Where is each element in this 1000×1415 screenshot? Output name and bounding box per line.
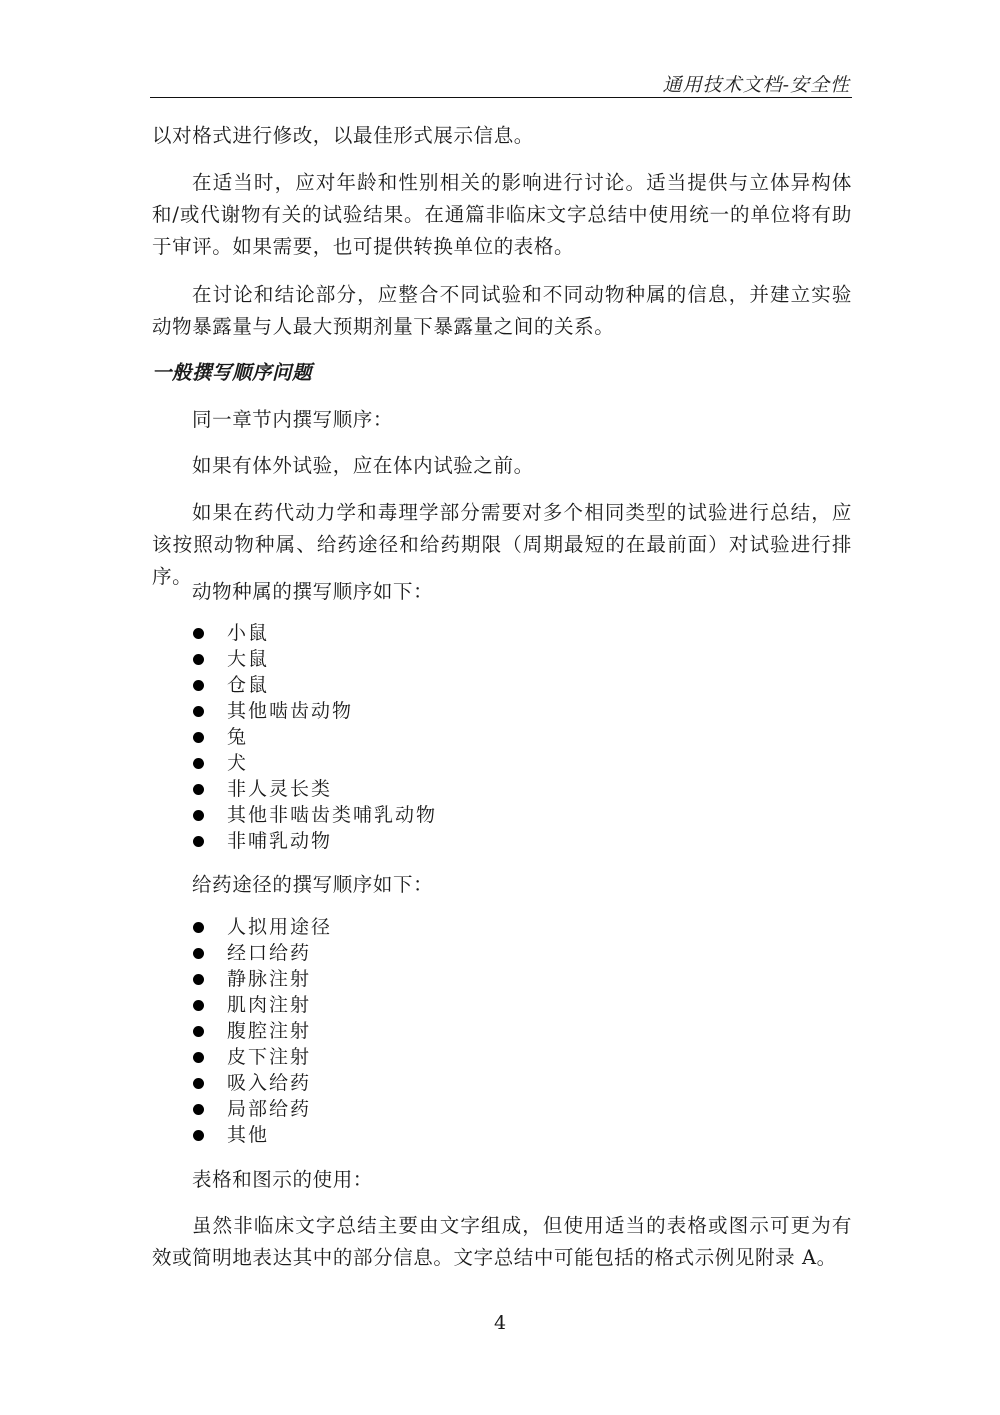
list-item: 小鼠	[192, 620, 437, 646]
bullet-icon	[193, 680, 204, 691]
bullet-icon	[193, 1000, 204, 1011]
page-number: 4	[493, 1312, 507, 1334]
section-heading: 一般撰写顺序问题	[152, 361, 313, 384]
header-divider	[150, 97, 852, 98]
bullet-icon	[193, 628, 204, 639]
list-item: 肌肉注射	[192, 992, 332, 1018]
list-item: 其他非啮齿类哺乳动物	[192, 802, 437, 828]
bullet-icon	[193, 948, 204, 959]
list-item: 其他啮齿动物	[192, 698, 437, 724]
bullet-icon	[193, 1104, 204, 1115]
list-item: 非哺乳动物	[192, 828, 437, 854]
bullet-icon	[193, 784, 204, 795]
paragraph-discussion-conclusion: 在讨论和结论部分，应整合不同试验和不同动物种属的信息，并建立实验动物暴露量与人最大预期剂量下暴露量之间的关系。	[152, 283, 852, 338]
bullet-icon	[193, 974, 204, 985]
list-item: 非人灵长类	[192, 776, 437, 802]
bullet-icon	[193, 1052, 204, 1063]
list-item: 大鼠	[192, 646, 437, 672]
paragraph-routes-intro: 给药途径的撰写顺序如下：	[192, 873, 434, 896]
list-item: 经口给药	[192, 940, 332, 966]
list-item: 腹腔注射	[192, 1018, 332, 1044]
list-item: 人拟用途径	[192, 914, 332, 940]
paragraph-species-intro: 动物种属的撰写顺序如下：	[192, 580, 434, 603]
running-header-title: 通用技术文档-安全性	[662, 74, 850, 96]
bullet-icon	[193, 1130, 204, 1141]
bullet-icon	[193, 1026, 204, 1037]
bullet-icon	[193, 1078, 204, 1089]
bullet-icon	[193, 758, 204, 769]
paragraph-order-intro: 同一章节内撰写顺序：	[192, 408, 394, 431]
routes-list	[192, 914, 332, 1148]
paragraph-age-sex-effects: 在适当时，应对年龄和性别相关的影响进行讨论。适当提供与立体异构体和/或代谢物有关的试验结果。在通篇非临床文字总结中使用统一的单位将有助于审评。如果需要，也可提供转换单位的表格。	[152, 171, 852, 258]
paragraph-continuation: 以对格式进行修改，以最佳形式展示信息。	[152, 124, 534, 147]
paragraph-tables-usage: 虽然非临床文字总结主要由文字组成，但使用适当的表格或图示可更为有效或简明地表达其中的部分信息。文字总结中可能包括的格式示例见附录 A。	[152, 1214, 852, 1269]
list-item: 静脉注射	[192, 966, 332, 992]
list-item: 皮下注射	[192, 1044, 332, 1070]
bullet-icon	[193, 706, 204, 717]
bullet-icon	[193, 810, 204, 821]
bullet-icon	[193, 922, 204, 933]
paragraph-ordering-rule: 如果在药代动力学和毒理学部分需要对多个相同类型的试验进行总结，应该按照动物种属、给药途径和给药期限（周期最短的在最前面）对试验进行排序。	[152, 501, 852, 588]
paragraph-in-vitro-first: 如果有体外试验，应在体内试验之前。	[192, 454, 534, 477]
species-list	[192, 620, 437, 854]
bullet-icon	[193, 732, 204, 743]
bullet-icon	[193, 654, 204, 665]
list-item: 其他	[192, 1122, 332, 1148]
list-item: 局部给药	[192, 1096, 332, 1122]
bullet-icon	[193, 836, 204, 847]
list-item: 吸入给药	[192, 1070, 332, 1096]
list-item: 犬	[192, 750, 437, 776]
paragraph-tables-intro: 表格和图示的使用：	[192, 1168, 373, 1191]
list-item: 兔	[192, 724, 437, 750]
list-item: 仓鼠	[192, 672, 437, 698]
